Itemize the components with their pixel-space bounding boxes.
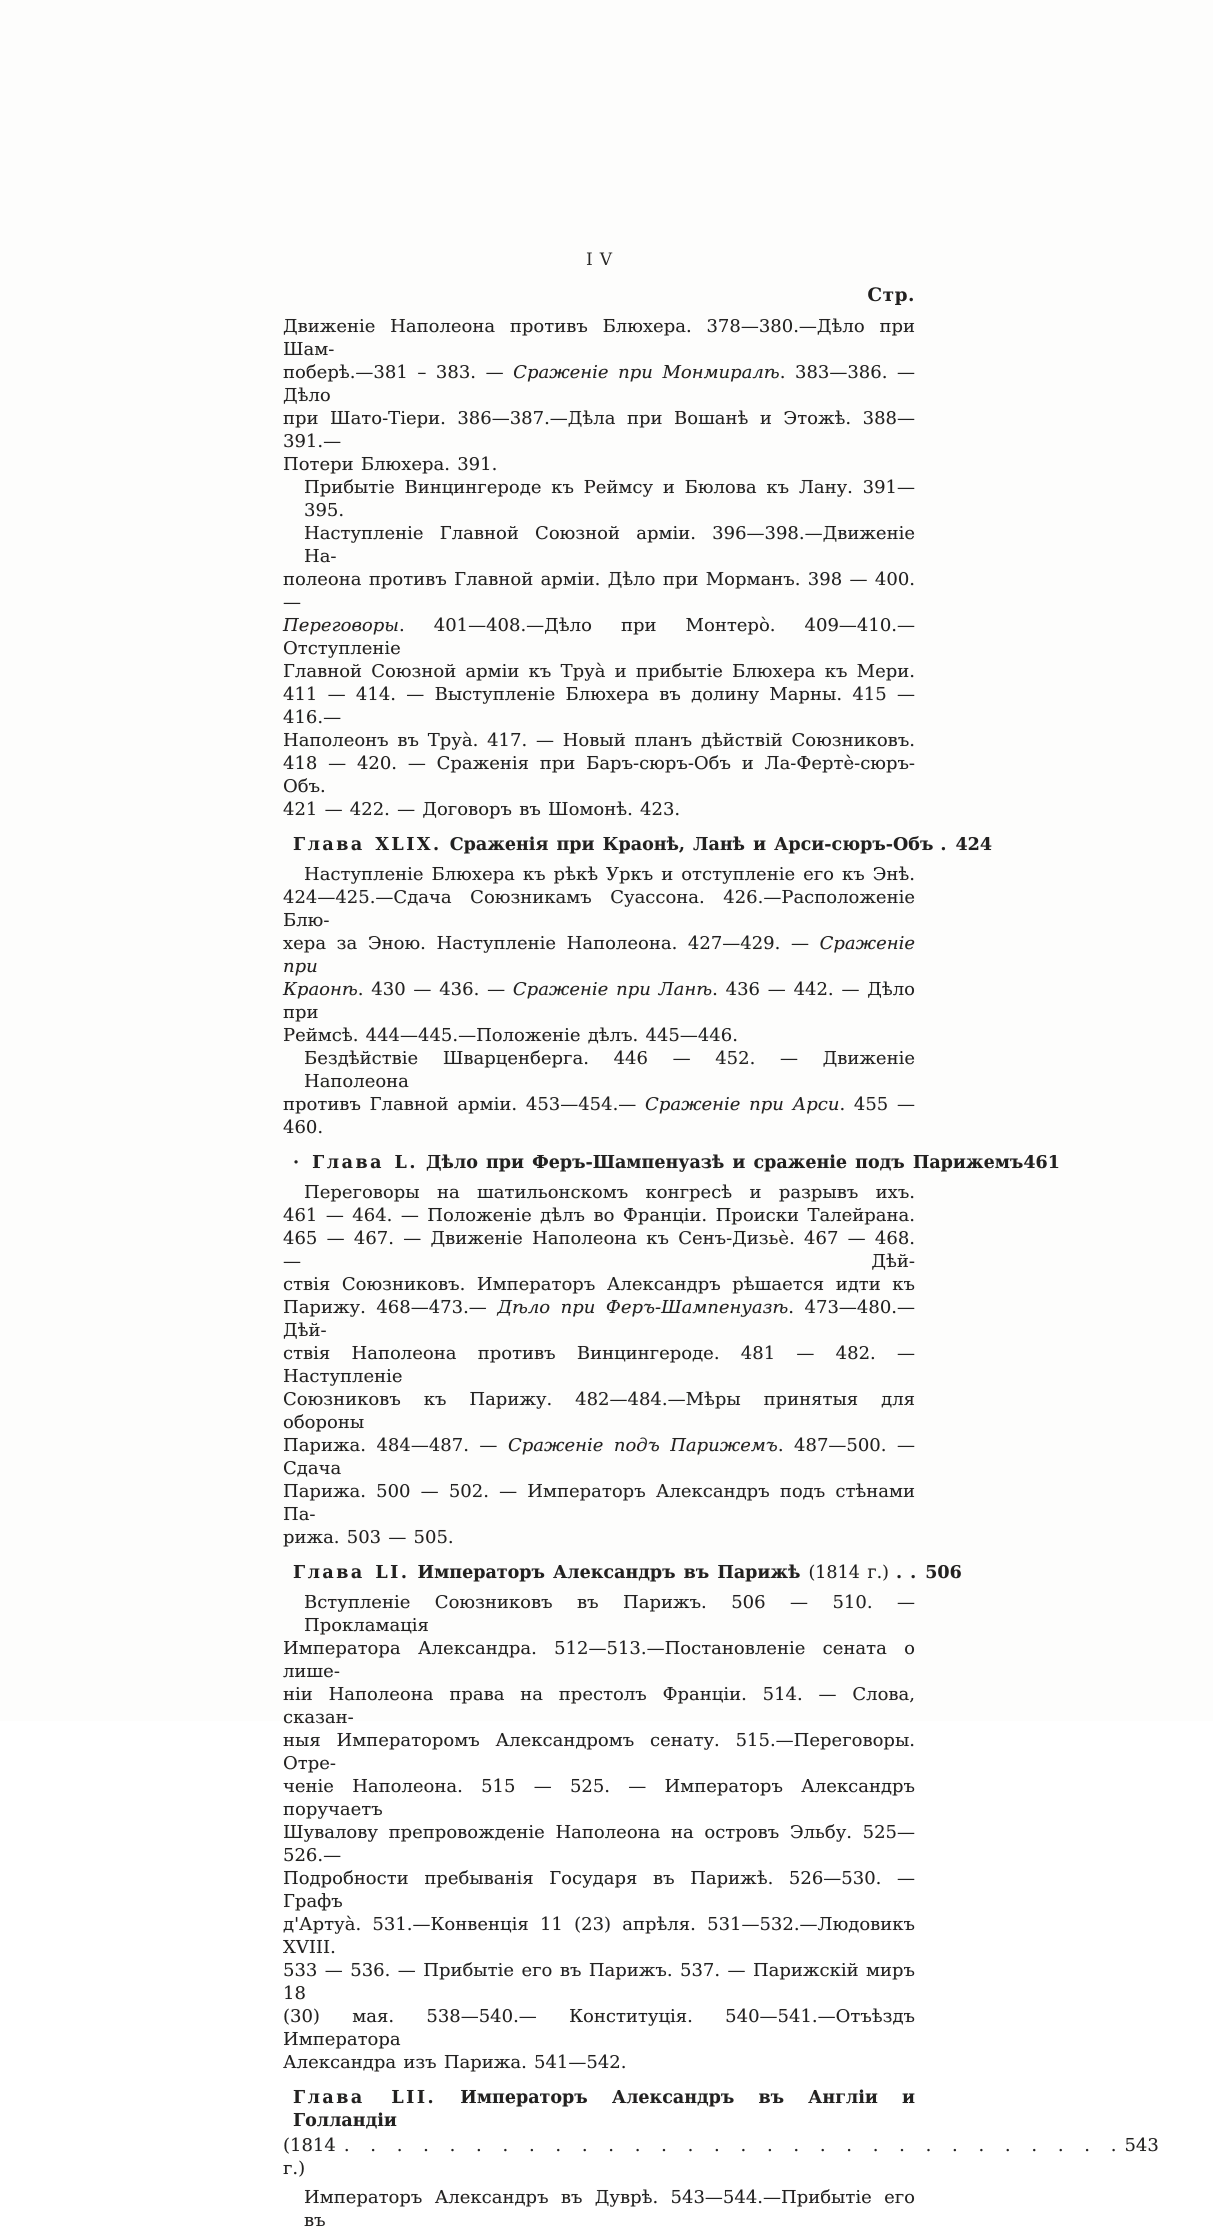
text-segment: Союзниковъ къ Парижу. 482—484.—Мѣры принятыя для обороны xyxy=(283,1389,915,1433)
chapter-label: Глава LI. xyxy=(293,1563,410,1583)
toc-text-line xyxy=(283,1296,915,1342)
toc-text-line xyxy=(283,863,915,886)
text-segment: 418 — 420. — Сраженія при Баръ-сюръ-Объ и Ла-Фертѐ-сюръ-Объ. xyxy=(283,753,915,797)
toc-text-line xyxy=(283,752,915,798)
toc-text-line xyxy=(283,683,915,729)
toc-text-line xyxy=(283,1591,915,1637)
italic-text-segment: Переговоры xyxy=(283,615,399,636)
toc-text-line xyxy=(283,886,915,932)
text-segment: (30) мая. 538—540.— Конституція. 540—541.—Отъѣздъ Императора xyxy=(283,2006,915,2050)
chapter-page-number: 461 xyxy=(1023,1153,1060,1173)
page-number-roman: IV xyxy=(586,250,619,270)
italic-text-segment: Сраженіе при Арси xyxy=(645,1094,840,1115)
italic-text-segment: Дѣло при Феръ-Шампенуазѣ xyxy=(497,1297,789,1318)
toc-text-line xyxy=(283,1775,915,1821)
toc-text-line xyxy=(283,798,915,821)
toc-text-line xyxy=(283,476,915,522)
chapter-heading xyxy=(283,834,993,857)
text-segment: 461 — 464. — Положеніе дѣлъ во Франціи. Происки Талейрана. xyxy=(283,1205,915,1226)
text-segment: Парижа. 500 — 502. — Императоръ Александръ подъ стѣнами Па- xyxy=(283,1481,915,1525)
italic-text-segment: Сраженіе при xyxy=(283,933,915,977)
chapter-heading-line2 xyxy=(283,2134,1159,2180)
toc-text-line xyxy=(283,1821,915,1867)
text-segment: ныя Императоромъ Александромъ сенату. 515.—Переговоры. Отре- xyxy=(283,1730,915,1774)
chapter-page-ref xyxy=(1023,1152,1060,1175)
toc-text-line xyxy=(283,453,915,476)
text-segment: Наполеонъ въ Труа̀. 417. — Новый планъ дѣйствій Союзниковъ. xyxy=(283,730,915,751)
toc-text-line xyxy=(283,1047,915,1093)
italic-text-segment: Сраженіе при Ланѣ xyxy=(512,979,713,1000)
text-segment: д'Артуа̀. 531.—Конвенція 11 (23) апрѣля. 531—532.—Людовикъ XVIII. xyxy=(283,1914,915,1958)
text-column xyxy=(283,250,1159,2232)
text-segment: Парижу. 468—473.— xyxy=(283,1297,498,1318)
text-segment: 533 — 536. — Прибытіе его въ Парижъ. 537. — Парижскій миръ 18 xyxy=(283,1960,915,2004)
text-segment: Реймсѣ. 444—445.—Положеніе дѣлъ. 445—446. xyxy=(283,1025,738,1046)
text-segment: Главной Союзной арміи къ Труа̀ и прибытіе Блюхера къ Мери. xyxy=(283,661,915,682)
chapter-year: (1814 г.) xyxy=(283,2135,336,2179)
text-segment: . 455 — 460. xyxy=(283,1094,915,1138)
text-segment: ченіе Наполеона. 515 — 525. — Императоръ Александръ поручаетъ xyxy=(283,1776,915,1820)
toc-text-line xyxy=(283,522,915,568)
chapter-heading xyxy=(283,1562,962,1585)
text-segment: полеона противъ Главной арміи. Дѣло при Морманъ. 398 — 400. — xyxy=(283,569,915,613)
text-segment: . 487—500. — Сдача xyxy=(283,1435,916,1479)
text-segment: . 401—408.—Дѣло при Монтеро̀. 409—410.—Отступленіе xyxy=(283,615,915,659)
toc-text-line xyxy=(283,1867,915,1913)
chapter-label: Глава LII. xyxy=(293,2088,437,2108)
toc-text-line xyxy=(283,1683,915,1729)
toc-text-line xyxy=(283,1959,915,2005)
text-segment: Движеніе Наполеона противъ Блюхера. 378—380.—Дѣло при Шам- xyxy=(283,316,915,360)
chapter-heading-line1 xyxy=(283,2087,915,2133)
toc-text-line xyxy=(283,361,915,407)
toc-text-line xyxy=(283,1273,915,1296)
chapter-title: Императоръ Александръ въ Парижѣ xyxy=(417,1563,801,1583)
toc-text-line xyxy=(283,2051,915,2074)
chapter-page-number: 506 xyxy=(925,1563,962,1583)
chapter-year: (1814 г.) xyxy=(808,1563,889,1583)
toc-text-line xyxy=(283,1729,915,1775)
toc-text-line xyxy=(283,978,915,1024)
italic-text-segment: Сраженіе подъ Парижемъ xyxy=(507,1435,778,1456)
text-segment: поберѣ.—381 – 383. — xyxy=(283,362,514,383)
text-segment: Переговоры на шатильонскомъ конгресѣ и разрывъ ихъ. xyxy=(304,1182,915,1203)
text-segment: 424—425.—Сдача Союзникамъ Суассона. 426.—Расположеніе Блю- xyxy=(283,887,915,931)
chapter-heading xyxy=(283,1152,1060,1175)
text-segment: ніи Наполеона права на престолъ Франціи. 514. — Слова, сказан- xyxy=(283,1684,915,1728)
toc-text-line xyxy=(283,1480,915,1526)
dot-leader: . xyxy=(940,835,947,855)
toc-text-line xyxy=(283,1388,915,1434)
chapter-page-number: 424 xyxy=(955,835,993,855)
chapter-title: Сраженія при Краонѣ, Ланѣ и Арси-сюръ-Объ xyxy=(449,835,934,855)
toc-text-line xyxy=(283,1913,915,1959)
chapter-label: · Глава L. xyxy=(293,1153,418,1173)
text-segment: 421 — 422. — Договоръ въ Шомонѣ. 423. xyxy=(283,799,681,820)
toc-text-line xyxy=(283,1024,915,1047)
toc-text-line xyxy=(283,407,915,453)
dot-leader: . . . . . . . . . . . . . . . . . . . . . . . . . . . . . . xyxy=(343,2135,1117,2156)
toc-text-line xyxy=(283,1342,915,1388)
dot-leader: . . xyxy=(895,1563,917,1583)
chapter-heading-text xyxy=(283,834,933,857)
toc-text-line xyxy=(283,1181,915,1204)
text-segment: Вступленіе Союзниковъ въ Парижъ. 506 — 510. — Прокламація xyxy=(304,1592,915,1636)
toc-text-line xyxy=(283,1093,915,1139)
text-segment: рижа. 503 — 505. xyxy=(283,1527,454,1548)
text-segment: 465 — 467. — Движеніе Наполеона къ Сенъ-Дизьѐ. 467 — 468. — Дѣй- xyxy=(283,1228,915,1272)
chapter-title: Императоръ Александръ въ Англіи и Голландіи xyxy=(293,2088,916,2131)
text-segment: Александра изъ Парижа. 541—542. xyxy=(283,2052,627,2073)
chapter-page-number: 543 xyxy=(1124,2135,1159,2156)
text-segment: Бездѣйствіе Шварценберга. 446 — 452. — Движеніе Наполеона xyxy=(304,1048,915,1092)
toc-text-line xyxy=(283,729,915,752)
text-segment: Наступленіе Блюхера къ рѣкѣ Уркъ и отступленіе его къ Энѣ. xyxy=(304,864,915,885)
text-segment: при Шато-Тіери. 386—387.—Дѣла при Вошанѣ и Этожѣ. 388—391.— xyxy=(283,408,915,452)
toc-text-line xyxy=(283,1526,915,1549)
toc-text-line xyxy=(283,315,915,361)
text-segment: Наступленіе Главной Союзной арміи. 396—398.—Движеніе На- xyxy=(304,523,915,567)
toc-text-line xyxy=(283,932,915,978)
toc-text-line xyxy=(283,1227,915,1273)
italic-text-segment: Сраженіе при Монмиралѣ xyxy=(513,362,780,383)
toc-text-line xyxy=(283,2186,915,2232)
chapter-page-ref xyxy=(933,834,992,857)
text-segment: хера за Эною. Наступленіе Наполеона. 427—429. — xyxy=(283,933,820,954)
text-segment: 411 — 414. — Выступленіе Блюхера въ долину Марны. 415 — 416.— xyxy=(283,684,915,728)
text-segment: ствія Союзниковъ. Императоръ Александръ рѣшается идти къ xyxy=(283,1274,915,1295)
chapter-page-ref xyxy=(889,1562,962,1585)
page-column-label: Стр. xyxy=(867,285,915,306)
text-segment: . 436 — 442. — Дѣло при xyxy=(283,979,916,1023)
text-segment: . 430 — 436. — xyxy=(357,979,513,1000)
italic-text-segment: Краонѣ xyxy=(283,979,358,1000)
text-segment: . 383—386. — Дѣло xyxy=(283,362,915,406)
chapter-heading-text xyxy=(283,1152,1023,1175)
text-segment: противъ Главной арміи. 453—454.— xyxy=(283,1094,646,1115)
toc-content xyxy=(283,315,1159,2232)
text-segment: Подробности пребыванія Государя въ Парижѣ. 526—530. — Графъ xyxy=(283,1868,915,1912)
toc-text-line xyxy=(283,1434,915,1480)
text-segment: Прибытіе Винцингероде къ Реймсу и Бюлова къ Лану. 391—395. xyxy=(304,477,915,521)
chapter-label: Глава XLIX. xyxy=(293,835,442,855)
toc-text-line xyxy=(283,568,915,614)
text-segment: . 473—480.—Дѣй- xyxy=(283,1297,915,1341)
text-segment: Императоръ Александръ въ Дуврѣ. 543—544.—Прибытіе его въ xyxy=(304,2187,915,2231)
toc-text-line xyxy=(283,2005,915,2051)
toc-text-line xyxy=(283,614,915,660)
text-segment: Императора Александра. 512—513.—Постановленіе сената о лише- xyxy=(283,1638,915,1682)
toc-text-line xyxy=(283,1637,915,1683)
text-segment: ствія Наполеона противъ Винцингероде. 481 — 482. — Наступленіе xyxy=(283,1343,915,1387)
text-segment: Потери Блюхера. 391. xyxy=(283,454,498,475)
chapter-title: Дѣло при Феръ-Шампенуазѣ и сраженіе подъ Парижемъ xyxy=(426,1153,1024,1173)
toc-text-line xyxy=(283,660,915,683)
chapter-heading-text xyxy=(283,1562,889,1585)
text-segment: Парижа. 484—487. — xyxy=(283,1435,508,1456)
text-segment: Шувалову препровожденіе Наполеона на островъ Эльбу. 525—526.— xyxy=(283,1822,915,1866)
toc-text-line xyxy=(283,1204,915,1227)
